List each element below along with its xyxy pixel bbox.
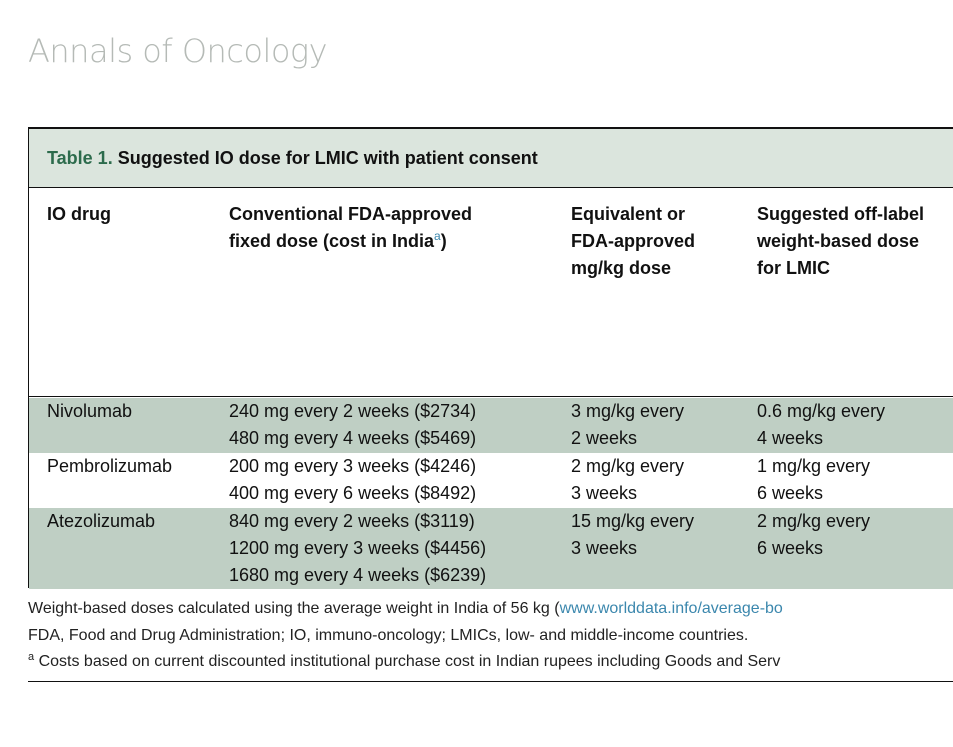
table-row-pembrolizumab bbox=[29, 453, 953, 508]
footnote-a: $^a$ Costs based on current discounted institutional purchase cost in Indian rupees including Goods and Serv bbox=[28, 651, 781, 670]
footnote-weight: Weight-based doses calculated using the average weight in India of 56 kg (www.worlddata.info/average-bo bbox=[28, 600, 783, 617]
equivalent-dose: 3 mg/kg every 2 weeks bbox=[571, 401, 685, 448]
footnote-abbreviations: FDA, Food and Drug Administration; IO, immuno-oncology; LMICs, low- and middle-income countries. bbox=[28, 626, 749, 644]
suggested-dose: 0.6 mg/kg every 4 weeks bbox=[757, 401, 886, 448]
fixed-dose: 840 mg every 2 weeks ($3119) 1200 mg every 3 weeks ($4456) 1680 mg every 4 weeks ($6239) bbox=[229, 511, 487, 585]
header-io-drug: IO drug bbox=[47, 204, 111, 224]
suggested-dose: 1 mg/kg every 6 weeks bbox=[757, 456, 871, 503]
equivalent-dose: 2 mg/kg every 3 weeks bbox=[571, 456, 685, 503]
table-title: Suggested IO dose for LMIC with patient consent bbox=[117, 148, 538, 168]
header-fixed-dose: Conventional FDA-approved fixed dose (cost in India$^a$) bbox=[229, 204, 473, 251]
drug-name: Nivolumab bbox=[47, 401, 133, 421]
table-row-atezolizumab bbox=[29, 508, 953, 589]
suggested-dose: 2 mg/kg every 6 weeks bbox=[757, 511, 871, 558]
footnote-ref-a[interactable]: a bbox=[434, 229, 441, 243]
table-1 bbox=[28, 127, 953, 588]
table-end-rule bbox=[28, 681, 953, 682]
header-equivalent-dose: Equivalent or FDA-approved mg/kg dose bbox=[571, 204, 696, 278]
table-row-nivolumab bbox=[29, 398, 953, 453]
table-footnotes bbox=[28, 596, 783, 676]
header-divider bbox=[29, 396, 953, 397]
fixed-dose: 240 mg every 2 weeks ($2734) 480 mg every 4 weeks ($5469) bbox=[229, 401, 477, 448]
worlddata-link[interactable]: www.worlddata.info/average-bo bbox=[559, 600, 783, 617]
header-suggested-dose: Suggested off-label weight-based dose for LMIC bbox=[757, 204, 925, 278]
table-caption bbox=[29, 129, 953, 188]
table-label: Table 1. bbox=[47, 148, 113, 168]
drug-name: Atezolizumab bbox=[47, 511, 156, 531]
drug-name: Pembrolizumab bbox=[47, 456, 173, 476]
fixed-dose: 200 mg every 3 weeks ($4246) 400 mg every 6 weeks ($8492) bbox=[229, 456, 477, 503]
journal-title: Annals of Oncology bbox=[28, 32, 328, 70]
equivalent-dose: 15 mg/kg every 3 weeks bbox=[571, 511, 695, 558]
